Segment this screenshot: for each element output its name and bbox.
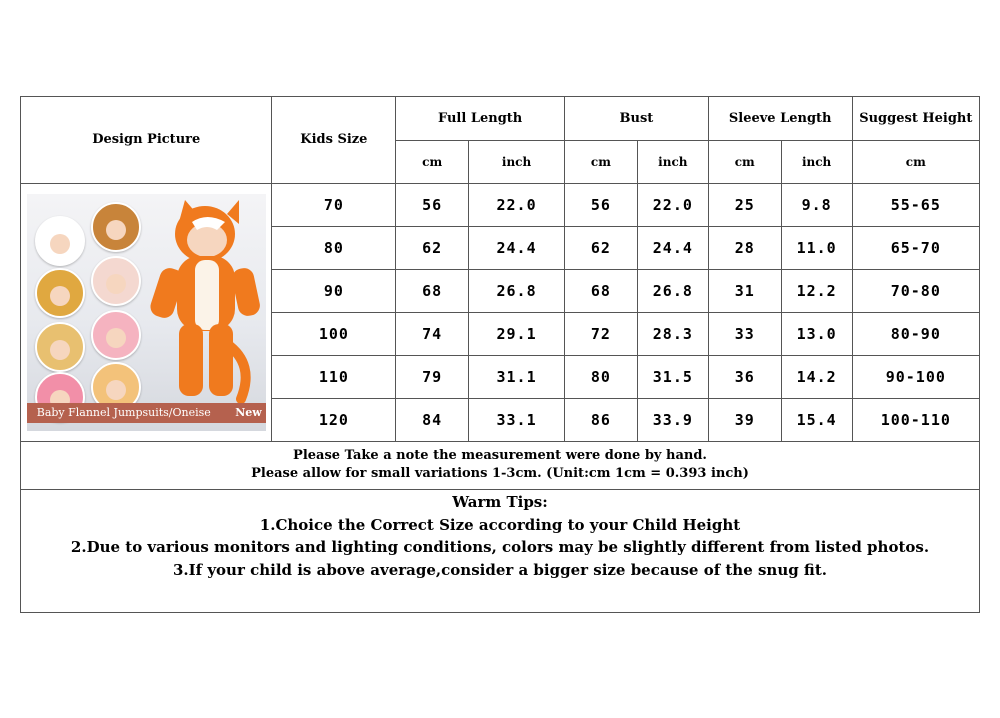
sleeve-inch-cell: 14.2 [781,355,852,398]
full-length-cm-cell: 62 [396,226,469,269]
bust-cm-cell: 80 [565,355,638,398]
bust-inch-cell: 26.8 [637,269,708,312]
tip-3: 3.If your child is above average,consider a bigger size because of the snug fit. [172,560,827,579]
bust-inch-cell: 31.5 [637,355,708,398]
full-length-cm-cell: 74 [396,312,469,355]
bust-inch-cell: 28.3 [637,312,708,355]
thumb-pink-cow [91,256,141,306]
header-suggest-height: Suggest Height [852,97,979,140]
tips-title: Warm Tips: [452,493,548,511]
size-cell: 80 [272,226,396,269]
bust-cm-cell: 56 [565,183,638,226]
unit-sleeve-inch: inch [781,140,852,183]
note-line-2: Please allow for small variations 1-3cm. (Unit:cm 1cm = 0.393 inch) [251,466,749,481]
tip-1: 1.Choice the Correct Size according to your Child Height [259,515,741,534]
size-chart-sheet [20,96,980,613]
sleeve-inch-cell: 15.4 [781,398,852,441]
height-cell: 55-65 [852,183,979,226]
thumb-lion [91,202,141,252]
full-length-inch-cell: 29.1 [469,312,565,355]
unit-height-cm: cm [852,140,979,183]
height-cell: 65-70 [852,226,979,269]
full-length-inch-cell: 31.1 [469,355,565,398]
note-line-1: Please Take a note the measurement were done by hand. [293,448,707,463]
full-length-inch-cell: 24.4 [469,226,565,269]
full-length-cm-cell: 56 [396,183,469,226]
bust-cm-cell: 72 [565,312,638,355]
bust-inch-cell: 33.9 [637,398,708,441]
measurement-note [21,442,979,490]
size-cell: 100 [272,312,396,355]
unit-bust-inch: inch [637,140,708,183]
header-sleeve-length: Sleeve Length [708,97,852,140]
unit-bust-cm: cm [565,140,638,183]
full-length-inch-cell: 26.8 [469,269,565,312]
product-banner [27,403,266,423]
full-length-cm-cell: 68 [396,269,469,312]
sleeve-cm-cell: 28 [708,226,781,269]
bust-cm-cell: 68 [565,269,638,312]
sleeve-inch-cell: 12.2 [781,269,852,312]
warm-tips [21,490,979,612]
full-length-cm-cell: 84 [396,398,469,441]
sleeve-inch-cell: 13.0 [781,312,852,355]
height-cell: 70-80 [852,269,979,312]
height-cell: 100-110 [852,398,979,441]
unit-full-length-inch: inch [469,140,565,183]
header-kids-size: Kids Size [272,97,396,183]
bust-cm-cell: 86 [565,398,638,441]
new-badge: New [235,405,262,419]
sleeve-cm-cell: 33 [708,312,781,355]
thumb-leopard [35,268,85,318]
banner-text: Baby Flannel Jumpsuits/Oneise [36,405,211,419]
thumb-cow [35,216,85,266]
bust-inch-cell: 24.4 [637,226,708,269]
height-cell: 80-90 [852,312,979,355]
size-table [21,97,979,442]
bust-cm-cell: 62 [565,226,638,269]
full-length-inch-cell: 33.1 [469,398,565,441]
thumb-pig [91,310,141,360]
sleeve-inch-cell: 11.0 [781,226,852,269]
header-design-picture: Design Picture [21,97,272,183]
header-bust: Bust [565,97,709,140]
size-cell: 120 [272,398,396,441]
sleeve-cm-cell: 31 [708,269,781,312]
full-length-cm-cell: 79 [396,355,469,398]
sleeve-inch-cell: 9.8 [781,183,852,226]
height-cell: 90-100 [852,355,979,398]
bust-inch-cell: 22.0 [637,183,708,226]
sleeve-cm-cell: 39 [708,398,781,441]
size-cell: 90 [272,269,396,312]
unit-sleeve-cm: cm [708,140,781,183]
unit-full-length-cm: cm [396,140,469,183]
thumb-giraffe [35,322,85,372]
tip-2: 2.Due to various monitors and lighting conditions, colors may be slightly different from listed photos. [70,538,930,556]
header-full-length: Full Length [396,97,565,140]
sleeve-cm-cell: 25 [708,183,781,226]
design-picture-cell [21,183,272,441]
sleeve-cm-cell: 36 [708,355,781,398]
size-cell: 110 [272,355,396,398]
size-cell: 70 [272,183,396,226]
full-length-inch-cell: 22.0 [469,183,565,226]
product-photo [27,194,266,431]
